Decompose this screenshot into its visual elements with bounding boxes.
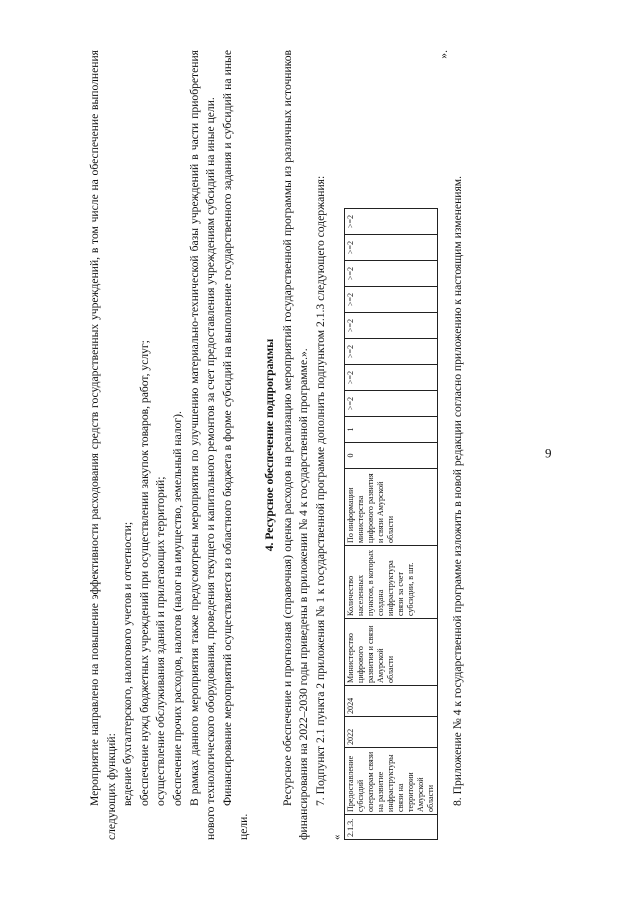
table-cell-value: >=2: [345, 209, 438, 235]
table-cell-source: По информации министерства цифрового развития и связи Амурской области: [345, 469, 438, 546]
table-cell-number: 2.1.3.: [345, 815, 438, 840]
quote-open: «: [331, 834, 344, 840]
table-cell-value: >=2: [345, 261, 438, 287]
table-cell-value: >=2: [345, 287, 438, 313]
page-number: 9: [545, 445, 552, 461]
table-cell-value: 0: [345, 443, 438, 469]
paragraph: Мероприятие направлено на повышение эффективности расходования средств государственных учреждений, в том числе на обеспечение выполнения следующих функций:: [88, 50, 118, 840]
program-table: [344, 208, 438, 840]
document-body: [87, 50, 467, 840]
paragraph: Ресурсное обеспечение и прогнозная (справочная) оценка расходов на реализацию мероприятий государственной программы из различных источников финансирования на 2022–2030 годы приведены в приложении № 4 к государственной программе.».: [280, 50, 311, 840]
table-cell-year-end: 2024: [345, 686, 438, 717]
paragraph: обеспечение нужд бюджетных учреждений при осуществлении закупок товаров, работ, услуг;: [137, 340, 151, 806]
quote-close: ».: [437, 50, 451, 59]
paragraph: 8. Приложение № 4 к государственной программе изложить в новой редакции согласно приложению к настоящим изменениям.: [451, 175, 465, 806]
paragraph: обеспечение прочих расходов, налогов (налог на имущество, земельный налог).: [170, 411, 184, 806]
table-cell-value: >=2: [345, 339, 438, 365]
paragraph: осуществление обслуживания зданий и прилегающих территорий;: [154, 476, 168, 806]
table-cell-value: 1: [345, 417, 438, 443]
table-cell-year-start: 2022: [345, 717, 438, 748]
table-cell-value: >=2: [345, 391, 438, 417]
table-cell-value: >=2: [345, 365, 438, 391]
table-cell-indicator: Количество населенных пунктов, в которых создана инфраструктура связи за счет субсидии, в шт.: [345, 546, 438, 619]
table-cell-value: >=2: [345, 313, 438, 339]
rotated-content: [87, 50, 565, 840]
table-cell-value: >=2: [345, 235, 438, 261]
paragraph: В рамках данного мероприятия также предусмотрены мероприятия по улучшению материально-технической базы учреждений в части приобретения нового технологического оборудования, проведения текущего и капитального ремонтов за счет предоставления учреждениям субсидий на иные цели.: [187, 50, 218, 840]
table-row: [345, 209, 438, 840]
table-cell-executor: Министерство цифрового развития и связи Амурской области: [345, 619, 438, 686]
paragraph: Финансирование мероприятий осуществляется из областного бюджета в форме субсидий на выполнение государственного задания и субсидий на иные цели.: [220, 50, 251, 840]
paragraph: 7. Подпункт 2.1 пункта 2 приложения № 1 к государственной программе дополнить подпунктом 2.1.3 следующего содержания:: [313, 175, 327, 806]
paragraph: ведение бухгалтерского, налогового учетов и отчетности;: [121, 521, 135, 806]
section-title: 4. Ресурсное обеспечение подпрограммы: [262, 338, 276, 552]
table-cell-name: Предоставление субсидий операторам связи на развитие инфраструктуры связи на территории Амурской области: [345, 748, 438, 815]
